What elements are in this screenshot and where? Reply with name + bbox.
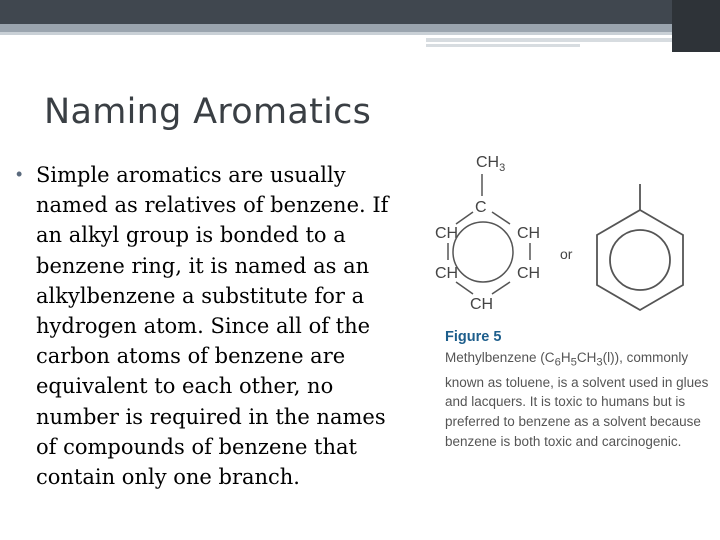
ch-label-bottom: CH (470, 296, 494, 313)
caption-formula: CH (576, 349, 597, 365)
caption-sub: 5 (570, 356, 577, 369)
header-accent-line-short (426, 44, 580, 47)
ring-bond (492, 282, 510, 294)
ch-label-upper-right: CH (517, 225, 541, 242)
header-band (0, 0, 720, 24)
ring-bond (456, 282, 473, 294)
caption-sub: 3 (596, 356, 603, 369)
toluene-figure (426, 150, 712, 480)
ch-label-lower-left: CH (435, 265, 459, 282)
figure-label: Figure 5 (445, 329, 502, 345)
or-label: or (560, 246, 573, 262)
figure-caption (445, 327, 711, 451)
ring-bond (456, 212, 473, 224)
bullet-icon: • (16, 164, 23, 184)
ch-label-lower-right: CH (517, 265, 541, 282)
aromatic-ring-circle (453, 222, 513, 282)
header-rule-thin (0, 32, 672, 35)
c-label: C (475, 199, 487, 216)
caption-body: commonly known as toluene, is a solvent used in glues and lacquers. It is toxic to humans but is preferred to benzene as a solvent because benzene is both toxic and carcinogenic. (445, 349, 709, 449)
structure-diagram (426, 150, 712, 322)
caption-formula: H (560, 349, 571, 365)
header-rule (0, 24, 672, 32)
caption-formula: (l)), (602, 349, 623, 365)
header-corner-block (672, 0, 720, 52)
ch3-label: $CH_3$ (476, 154, 506, 174)
caption-formula: Methylbenzene (C (445, 349, 555, 365)
caption-sub: 6 (554, 356, 561, 369)
ch-label-upper-left: CH (435, 225, 459, 242)
bullet-text: Simple aromatics are usually named as relatives of benzene. If an alkyl group is bonded to a benzene ring, it is named as an alkylbenzene a substitute for a hydrogen atom. Since all of the carbon atoms of benzene are equivalent to each other, no number is required in the names of compounds of benzene that contain only one branch. (36, 163, 389, 490)
benzene-ring-circle (610, 230, 670, 290)
ring-bond (492, 212, 510, 224)
header-accent-line (426, 38, 672, 42)
slide-title: Naming Aromatics (44, 92, 372, 132)
